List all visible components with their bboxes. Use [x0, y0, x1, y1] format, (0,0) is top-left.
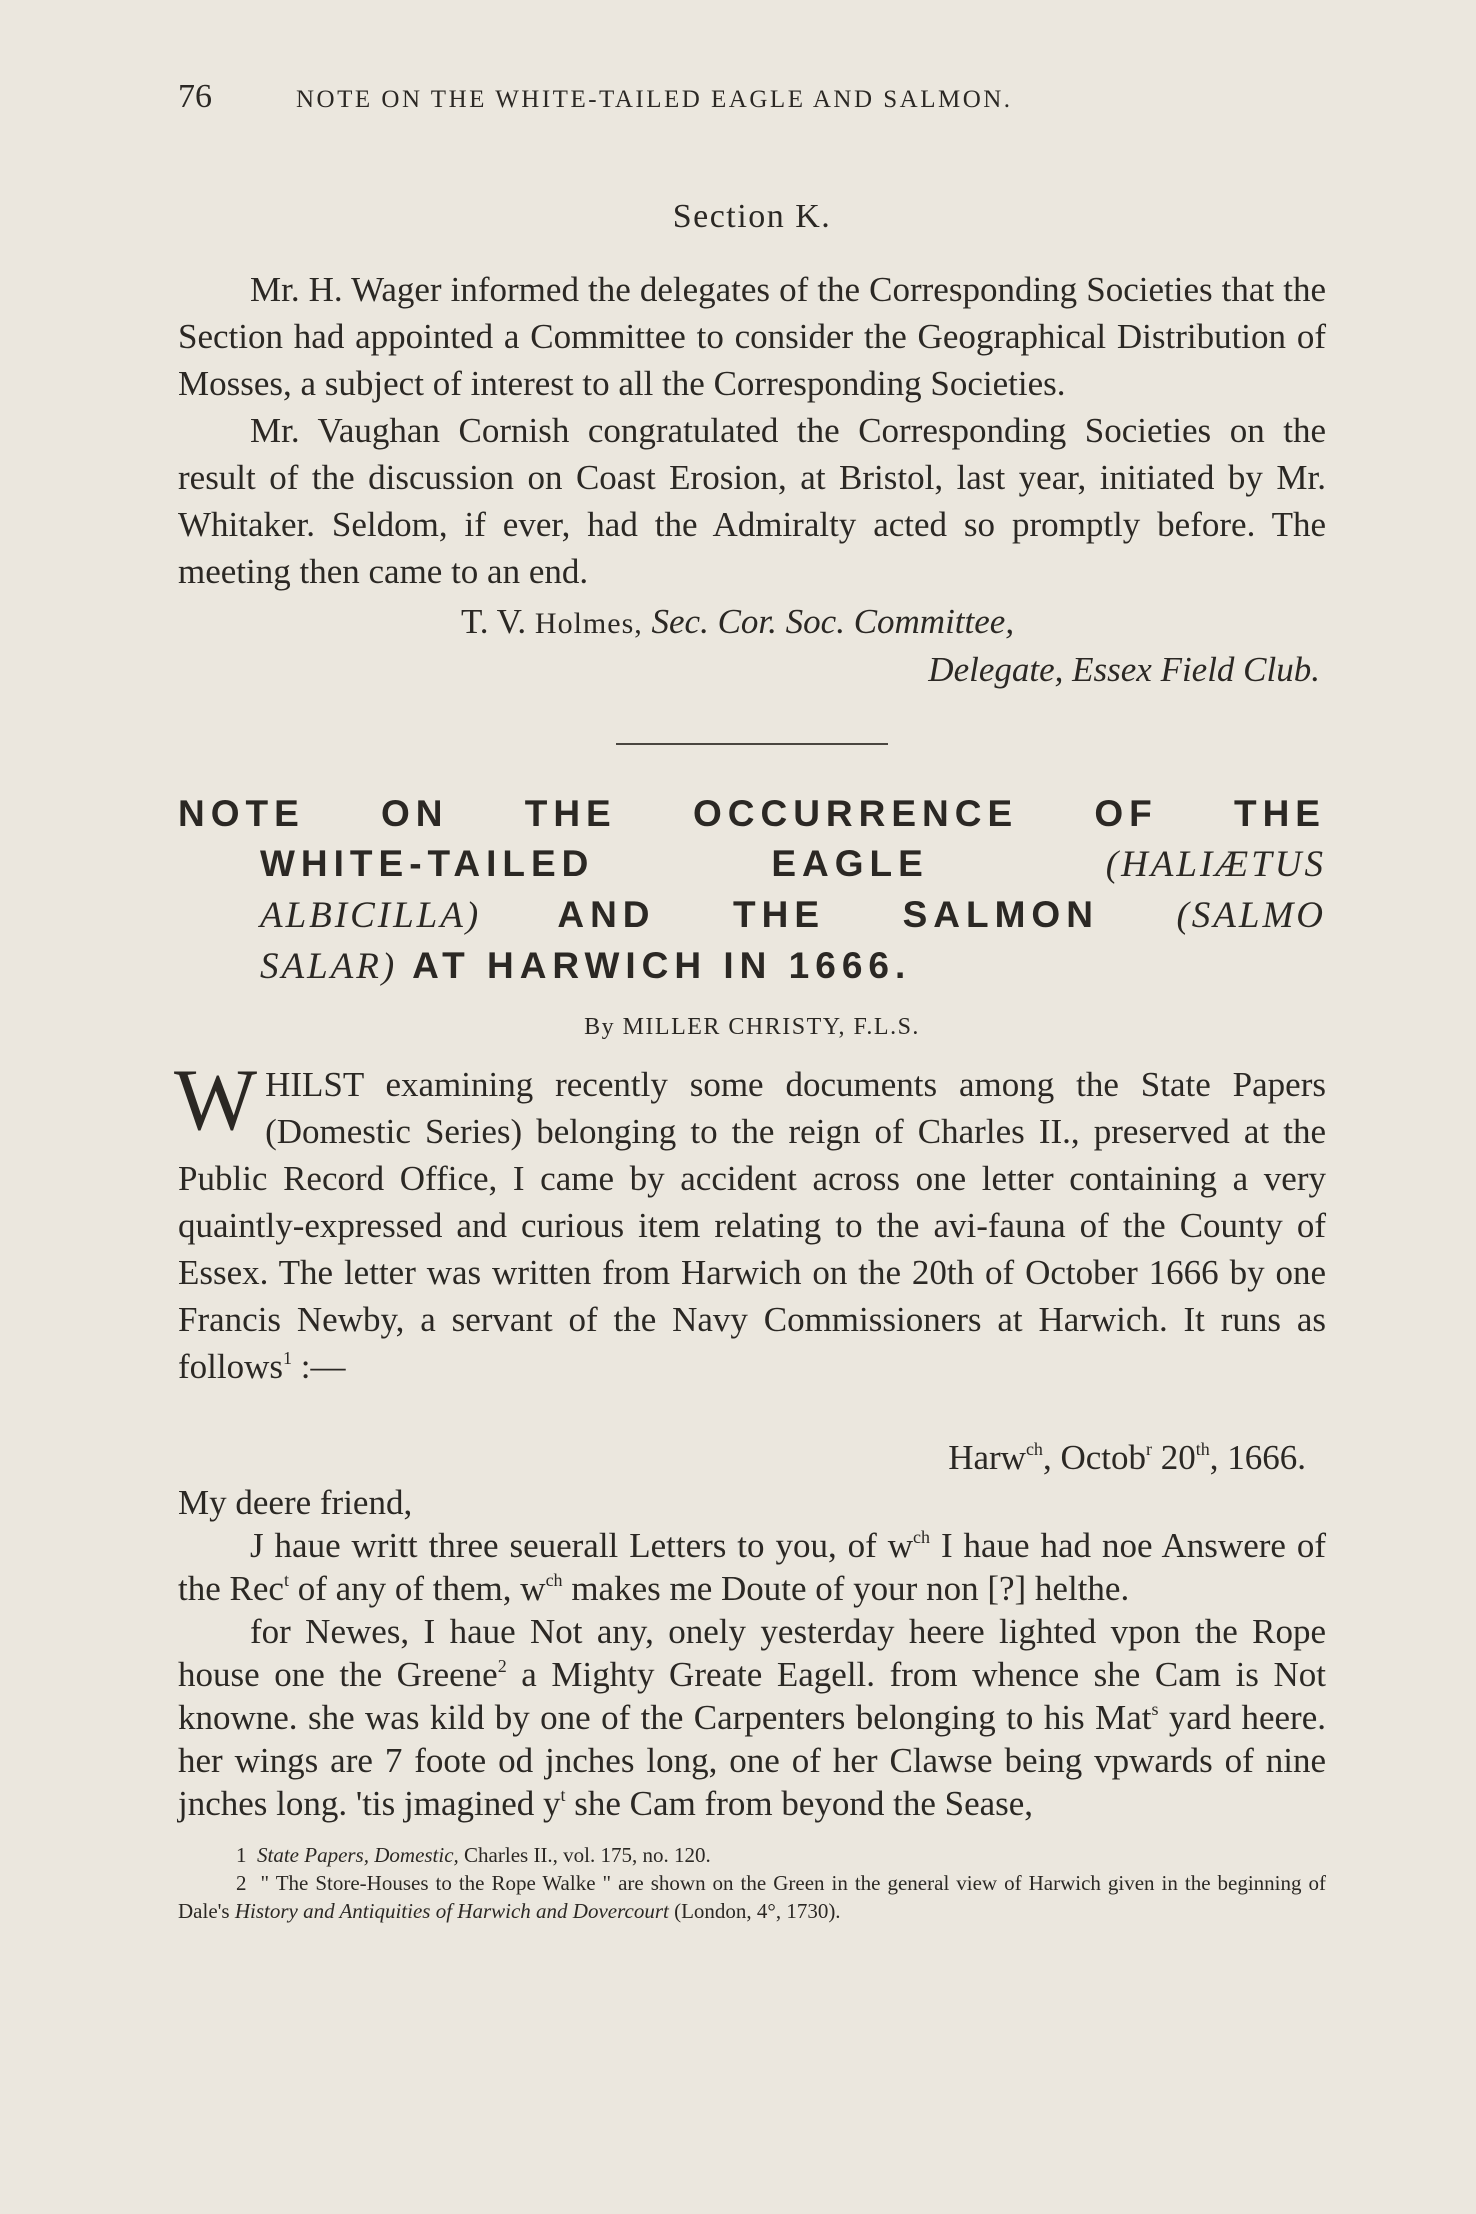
- letter-text: for Newes, I haue Not any, onely yesterday heere lighted vpon the Rope house one the Greene: [178, 1612, 1326, 1694]
- footnote-marker: 2: [497, 1656, 507, 1676]
- signature-block: [178, 599, 1326, 693]
- section-title: Section K.: [672, 198, 832, 235]
- running-title: NOTE ON THE WHITE-TAILED EAGLE AND SALMON.: [296, 86, 1013, 113]
- footnote-number: 2: [236, 1871, 247, 1895]
- dateline-text: 20: [1151, 1438, 1196, 1477]
- title-text: AT HARWICH IN 1666.: [412, 945, 912, 986]
- paragraph-text: HILST examining recently some documents among the State Papers (Domestic Series) belonging to the reign of Charles II., preserved at the Public Record Office, I came by accident across one letter containing a very quaintly-expressed and curious item relating to the avi-fauna of the County of Essex. The letter was written from Harwich on the 20th of October 1666 by one Francis Newby, a servant of the Navy Commissioners at Harwich. It runs as follows: [178, 1065, 1326, 1386]
- dateline-text: Harw: [948, 1438, 1026, 1477]
- paragraph: Mr. Vaughan Cornish congratulated the Corresponding Societies on the result of the discussion on Coast Erosion, at Bristol, last year, initiated by Mr. Whitaker. Seldom, if ever, had the Admiralty acted so promptly before. The meeting then came to an end.: [178, 411, 1326, 591]
- letter-salutation: My deere friend,: [178, 1483, 413, 1522]
- dateline-text: , Octob: [1042, 1438, 1146, 1477]
- footnote-marker: 1: [283, 1348, 292, 1368]
- section-divider: [616, 743, 888, 745]
- letter-dateline: [178, 1434, 1326, 1481]
- letter-text: she Cam from beyond the Sease,: [565, 1784, 1034, 1823]
- signature-initials: T. V.: [461, 602, 535, 641]
- title-text-italic: (SALMO: [1176, 895, 1327, 936]
- title-text-italic: ALBICILLA): [260, 895, 482, 936]
- opening-paragraph: [174, 1052, 1326, 1390]
- byline: By MILLER CHRISTY, F.L.S.: [584, 1014, 920, 1040]
- letter-text: I haue had noe Answere of the Rec: [178, 1526, 1326, 1608]
- letter-paragraph: [178, 1610, 1326, 1825]
- footnote-text: Charles II., vol. 175, no. 120.: [458, 1843, 711, 1867]
- drop-cap: W: [174, 1052, 258, 1149]
- section-k-body: [178, 266, 1326, 595]
- paragraph: Mr. H. Wager informed the delegates of the Corresponding Societies that the Section had appointed a Committee to consider the Geographical Distribution of Mosses, a subject of interest to all the Corresponding Societies.: [178, 270, 1326, 403]
- superscript: r: [1145, 1439, 1152, 1459]
- footnote: [178, 1841, 1326, 1869]
- footnote-text: " The Store-Houses to the Rope Walke " are shown on the Green in the general view of Harwich given in the beginning of Dale's: [178, 1871, 1326, 1923]
- page-number: 76: [178, 78, 212, 115]
- superscript: s: [1151, 1699, 1159, 1719]
- footnote-text: History and Antiquities of Harwich and Dovercourt: [234, 1899, 669, 1923]
- letter-text: J haue writt three seuerall Letters to you, of w: [250, 1526, 914, 1565]
- paragraph-text: :—: [292, 1347, 346, 1386]
- superscript: ch: [1025, 1439, 1043, 1459]
- signature-line: [178, 647, 1326, 693]
- footnote-text: (London, 4°, 1730).: [668, 1899, 841, 1923]
- title-line: NOTE ON THE OCCURRENCE OF THE: [178, 793, 1326, 834]
- letter-text: makes me Doute of your non [?] helthe.: [562, 1569, 1130, 1608]
- article-body: [174, 1052, 1326, 1390]
- title-text-italic: (HALIÆTUS: [1105, 844, 1326, 885]
- running-head: [178, 78, 1326, 116]
- superscript: ch: [913, 1527, 931, 1547]
- superscript: ch: [545, 1570, 563, 1590]
- title-text: WHITE-TAILED EAGLE: [260, 843, 929, 884]
- superscript: t: [560, 1785, 566, 1805]
- signature-role: Sec. Cor. Soc. Committee,: [651, 602, 1015, 641]
- signature-role: Delegate, Essex Field Club.: [928, 650, 1320, 689]
- footnotes: [178, 1841, 1326, 1925]
- title-line: [178, 839, 1326, 890]
- dateline-text: , 1666.: [1209, 1438, 1306, 1477]
- article-title: [178, 789, 1326, 992]
- signature-surname: Holmes,: [534, 607, 643, 640]
- letter-text: of any of them, w: [288, 1569, 546, 1608]
- title-text: AND THE SALMON: [557, 894, 1099, 935]
- letter-text: a Mighty Greate Eagell. from whence she Cam is Not knowne. she was kild by one of the Carpenters belonging to his Mat: [178, 1655, 1327, 1737]
- superscript: th: [1195, 1439, 1210, 1459]
- letter-body: [178, 1481, 1326, 1825]
- title-line: [178, 890, 1326, 941]
- letter-paragraph: [178, 1524, 1326, 1610]
- signature-line: [178, 599, 1326, 647]
- title-line: [178, 941, 1326, 992]
- footnote: [178, 1869, 1326, 1925]
- footnote-number: 1: [236, 1843, 247, 1867]
- superscript: t: [283, 1570, 289, 1590]
- footnote-text: State Papers, Domestic,: [257, 1843, 459, 1867]
- title-text-italic: SALAR): [260, 946, 398, 987]
- letter-text: yard heere. her wings are 7 foote od jnches long, one of her Clawse being vpwards of nine jnches long. 'tis jmagined y: [178, 1698, 1326, 1823]
